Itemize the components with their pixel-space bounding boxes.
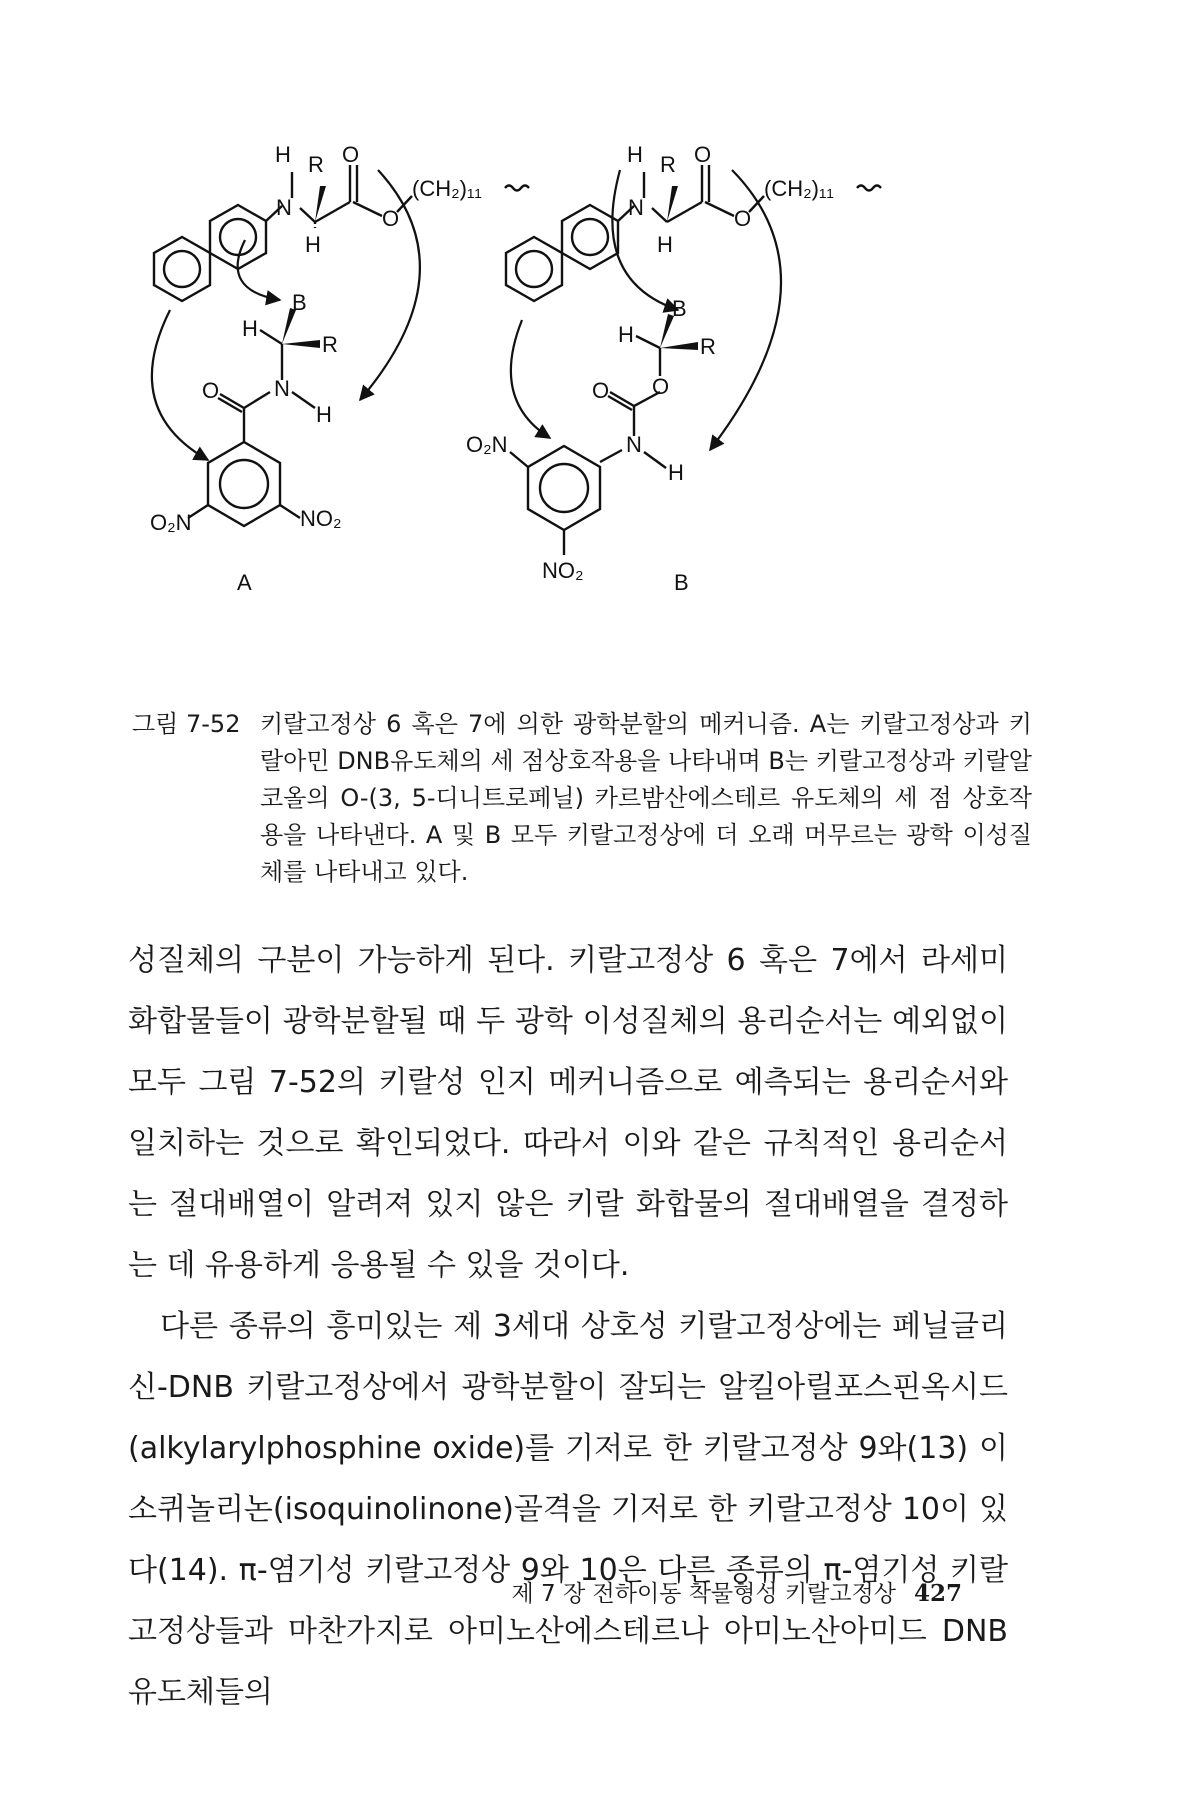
structure-a-label: A	[237, 570, 252, 595]
b-o-ester: O	[734, 206, 752, 231]
a-h-nh: H	[316, 402, 332, 427]
b-chain: (CH₂)₁₁	[764, 176, 834, 201]
a-h-mid: H	[242, 316, 258, 341]
a-o2n: O₂N	[150, 510, 192, 535]
a-o-top: O	[342, 142, 360, 167]
a-r-top: R	[308, 152, 324, 177]
b-o-top: O	[694, 142, 712, 167]
b-r-mid: R	[700, 334, 716, 359]
a-chain: (CH₂)₁₁	[412, 176, 482, 201]
b-b: B	[672, 296, 687, 321]
a-h-below: H	[305, 232, 321, 257]
b-n-top: N	[628, 195, 644, 220]
b-n-mid: N	[626, 432, 642, 457]
caption-text: 키랄고정상 6 혹은 7에 의한 광학분할의 메커니즘. A는 키랄고정상과 키랄아민 DNB유도체의 세 점상호작용을 나타내며 B는 키랄고정상과 키랄알코올의 O-(3, 5-디니트로페닐) 카르밤산에스테르 유도체의 세 점 상호작용을 나타낸다. A 및 B 모두 키랄고정상에 더 오래 머무르는 광학 이성질체를 나타내고 있다.	[260, 710, 1032, 886]
figure-caption	[132, 706, 1032, 891]
a-r-mid: R	[322, 332, 338, 357]
b-h-below: H	[657, 232, 673, 257]
chapter-title: 제 7 장 전하이동 착물형성 키랄고정상	[511, 1581, 896, 1607]
structure-b	[466, 142, 881, 595]
page-footer	[512, 1575, 962, 1608]
b-wavy-bond	[857, 186, 881, 191]
chiral-recognition-figure	[150, 130, 1050, 690]
b-o-link: O	[652, 374, 670, 399]
a-h-top: H	[275, 142, 291, 167]
b-h-top: H	[627, 142, 643, 167]
caption-label: 그림 7-52	[132, 710, 241, 738]
a-o-ester: O	[382, 206, 400, 231]
b-o-carb: O	[592, 378, 610, 403]
paragraph-2: 다른 종류의 흥미있는 제 3세대 상호성 키랄고정상에는 페닐글리신-DNB 키랄고정상에서 광학분할이 잘되는 알킬아릴포스핀옥시드(alkylarylphosphine oxide)를 기저로 한 키랄고정상 9와(13) 이소퀴놀리논(isoquinolinone)골격을 기저로 한 키랄고정상 10이 있다(14). π-염기성 키랄고정상 9와 10은 다른 종류의 π-염기성 키랄고정상들과 마찬가지로 아미노산에스테르나 아미노산아미드 DNB유도체들의	[128, 1309, 1008, 1710]
a-b: B	[292, 290, 307, 315]
a-no2: NO₂	[300, 506, 342, 531]
a-n-mid: N	[274, 376, 290, 401]
b-h-nh: H	[668, 460, 684, 485]
b-no2: NO₂	[542, 558, 584, 583]
a-o-carbonyl: O	[202, 378, 220, 403]
b-o2n: O₂N	[466, 432, 508, 457]
structure-b-label: B	[674, 570, 689, 595]
page-number: 427	[913, 1580, 962, 1607]
paragraph-1: 성질체의 구분이 가능하게 된다. 키랄고정상 6 혹은 7에서 라세미 화합물들이 광학분할될 때 두 광학 이성질체의 용리순서는 예외없이 모두 그림 7-52의 키랄성 인지 메커니즘으로 예측되는 용리순서와 일치하는 것으로 확인되었다. 따라서 이와 같은 규칙적인 용리순서는 절대배열이 알려져 있지 않은 키랄 화합물의 절대배열을 결정하는 데 유용하게 응용될 수 있을 것이다.	[128, 943, 1008, 1283]
a-n-top: N	[276, 195, 292, 220]
structure-a	[150, 142, 529, 595]
a-wavy-bond	[505, 186, 529, 191]
b-r-top: R	[660, 152, 676, 177]
b-h-mid: H	[618, 322, 634, 347]
